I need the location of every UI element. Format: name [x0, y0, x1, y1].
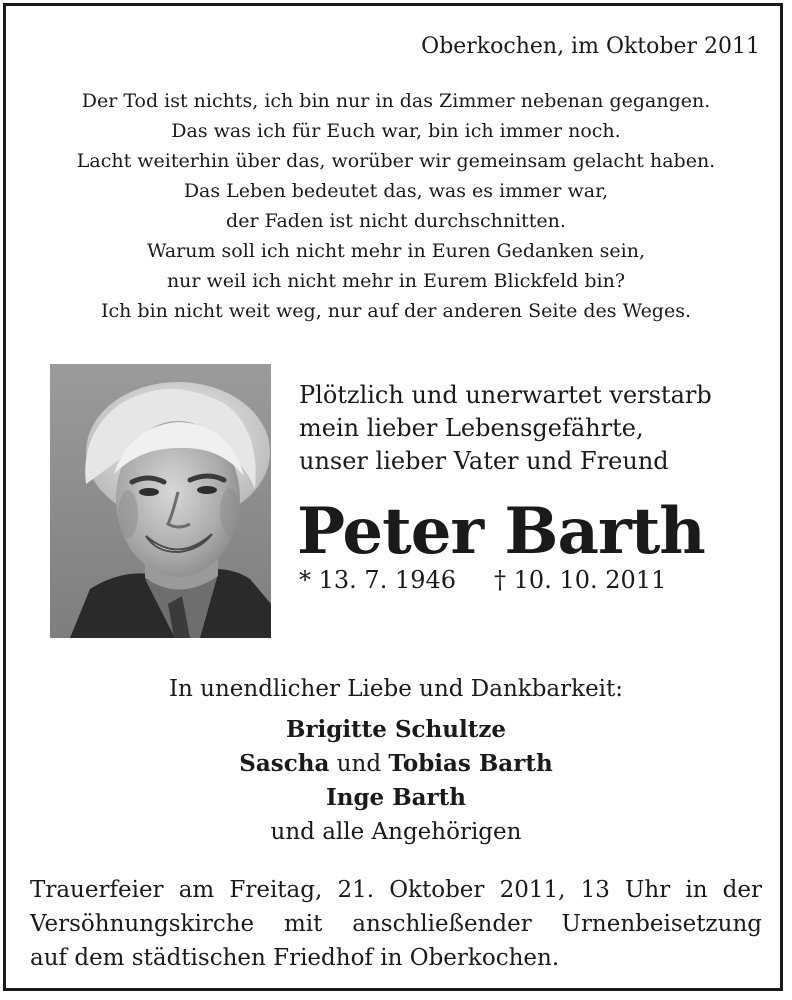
poem-line: Lacht weiterhin über das, worüber wir gemeinsam gelacht haben. — [76, 150, 716, 172]
mourners-list — [0, 713, 792, 849]
service-line: auf dem städtischen Friedhof in Oberkochen. — [30, 945, 560, 971]
birth-date: * 13. 7. 1946 — [299, 566, 457, 594]
mourner-name: Tobias Barth — [388, 750, 553, 777]
poem-line: der Faden ist nicht durchschnitten. — [226, 210, 566, 232]
poem-line: Warum soll ich nicht mehr in Euren Gedanken sein, — [146, 240, 646, 262]
service-line: Versöhnungskirche mit anschließender Urnenbeisetzung — [30, 911, 762, 937]
poem-line: nur weil ich nicht mehr in Eurem Blickfeld bin? — [166, 270, 626, 292]
mourner-name: Sascha — [239, 750, 330, 777]
life-dates — [299, 566, 666, 594]
funeral-service-info — [30, 873, 762, 975]
mourner-line — [0, 747, 792, 781]
announcement-text — [299, 379, 712, 478]
mourner-name: Brigitte Schultze — [285, 716, 507, 743]
announcement-line: Plötzlich und unerwartet verstarb — [299, 381, 712, 409]
deceased-name: Peter Barth — [297, 494, 705, 569]
announcement-line: unser lieber Vater und Freund — [299, 447, 669, 475]
poem — [0, 86, 792, 326]
poem-line: Das was ich für Euch war, bin ich immer noch. — [171, 120, 621, 142]
poem-line: Ich bin nicht weit weg, nur auf der anderen Seite des Weges. — [100, 300, 692, 322]
place-date: Oberkochen, im Oktober 2011 — [421, 34, 760, 59]
mourner-name: Inge Barth — [325, 784, 466, 811]
death-date: † 10. 10. 2011 — [494, 566, 667, 594]
poem-line: Der Tod ist nichts, ich bin nur in das Zimmer nebenan gegangen. — [81, 90, 711, 112]
announcement-line: mein lieber Lebensgefährte, — [299, 414, 644, 442]
conjunction: und — [336, 751, 382, 777]
portrait-photo — [50, 364, 271, 638]
other-relatives: und alle Angehörigen — [270, 819, 522, 845]
service-line: Trauerfeier am Freitag, 21. Oktober 2011, 13 Uhr in der — [30, 877, 762, 903]
poem-line: Das Leben bedeutet das, was es immer war, — [183, 180, 609, 202]
closing-intro: In unendlicher Liebe und Dankbarkeit: — [168, 676, 624, 702]
